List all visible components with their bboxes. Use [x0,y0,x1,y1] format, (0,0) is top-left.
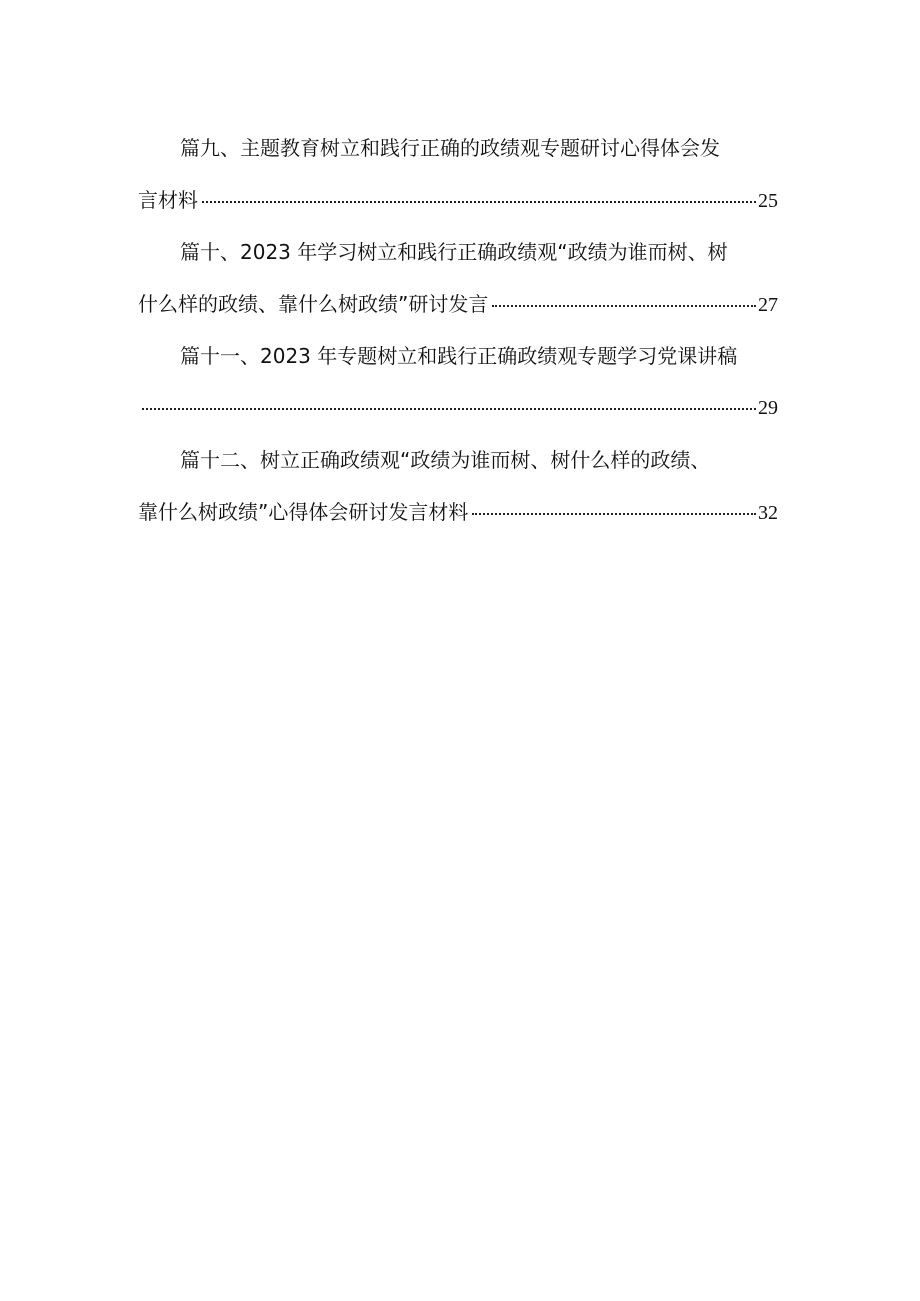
toc-entry-continuation [138,492,778,544]
toc-entry-title: 篇十、2023 年学习树立和践行正确政绩观“政绩为谁而树、树 [180,240,728,264]
toc-entry-10[interactable] [138,232,778,336]
dot-leader [472,513,756,515]
toc-entry-continuation [138,180,778,232]
toc-entry-title-cont: 靠什么树政绩”心得体会研讨发言材料 [138,500,469,524]
toc-entry-title: 篇十二、树立正确政绩观“政绩为谁而树、树什么样的政绩、 [180,448,711,472]
toc-entry-title-cont: 言材料 [138,188,198,212]
dot-leader [202,201,756,203]
toc-entry-continuation [138,388,778,440]
toc-entry-11[interactable] [138,336,778,440]
toc-entry-title: 篇九、主题教育树立和践行正确的政绩观专题研讨心得体会发 [180,136,720,160]
table-of-contents [138,128,778,544]
dot-leader [492,305,756,307]
toc-entry-12[interactable] [138,440,778,544]
toc-entry-title: 篇十一、2023 年专题树立和践行正确政绩观专题学习党课讲稿 [180,344,738,368]
toc-entry-title-cont: 什么样的政绩、靠什么树政绩”研讨发言 [138,292,489,316]
toc-page-number: 29 [758,397,778,419]
toc-page-number: 32 [758,502,778,524]
toc-entry-9[interactable] [138,128,778,232]
toc-page-number: 27 [758,294,778,316]
dot-leader [142,408,756,410]
toc-page-number: 25 [758,190,778,212]
toc-entry-continuation [138,284,778,336]
